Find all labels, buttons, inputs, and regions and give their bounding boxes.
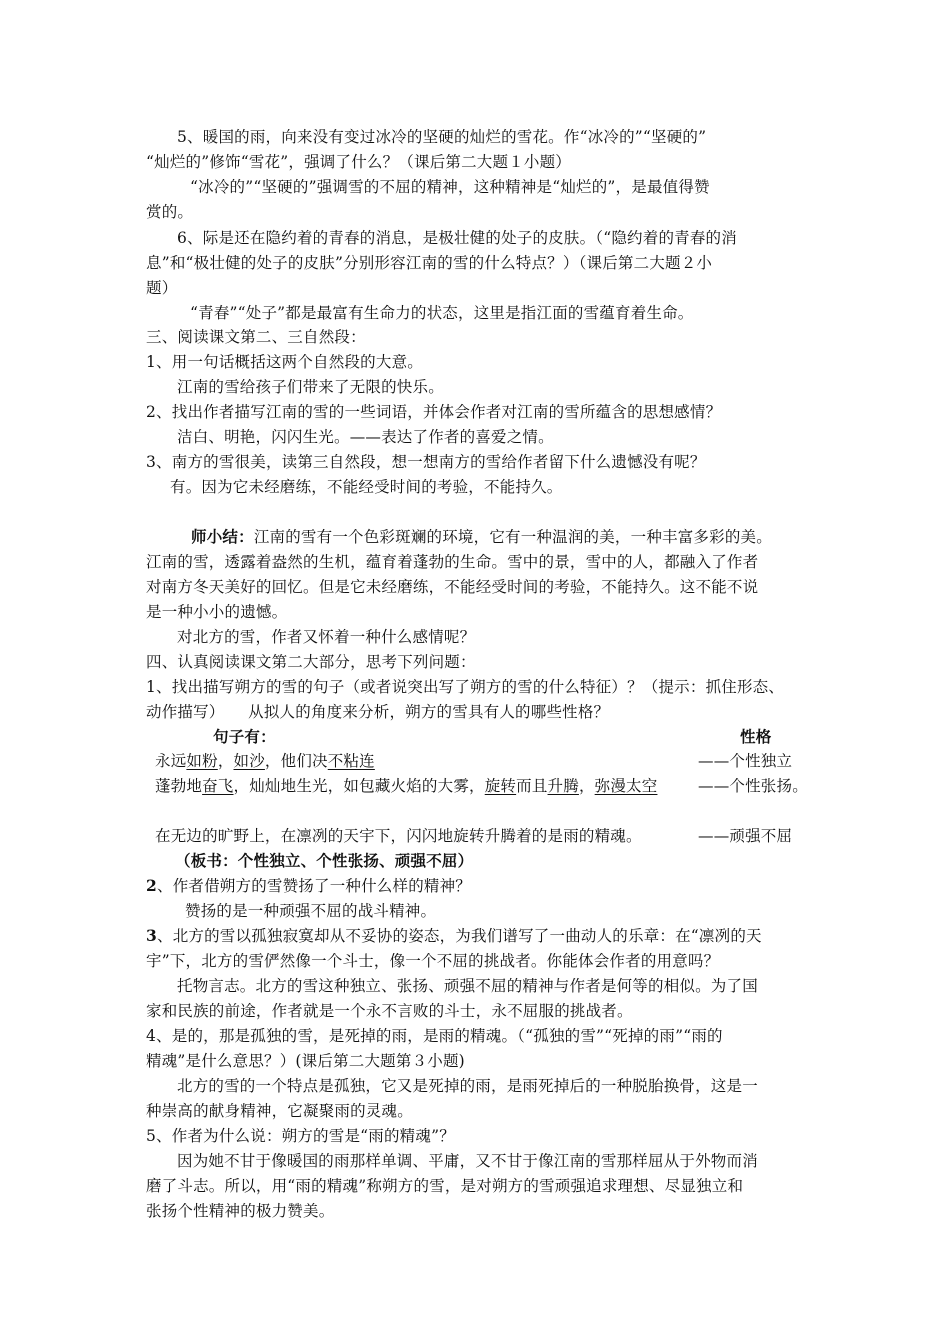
row-1-text-2: ， xyxy=(217,752,234,770)
sentence-row-2 xyxy=(155,776,657,796)
section-3-question-2: 2、找出作者描写江南的雪的一些词语，并体会作者对江南的雪所蕴含的思想感情？ xyxy=(146,403,722,421)
section-3-heading: 三、阅读课文第二、三自然段： xyxy=(146,328,366,346)
trait-row-3: ——顽强不屈 xyxy=(698,827,793,845)
board-notes: （板书：个性独立、个性张扬、顽强不屈） xyxy=(175,851,474,870)
question-6-line-1: 6、际是还在隐约着的青春的消息，是极壮健的处子的皮肤。（“隐约着的青春的消 xyxy=(177,229,737,247)
teacher-summary-line-1 xyxy=(191,527,772,547)
section-3-question-3: 3、南方的雪很美，读第三自然段，想一想南方的雪给作者留下什么遗憾没有呢？ xyxy=(146,453,706,471)
row-2-text-2: ，灿灿地生光，如包藏火焰的大雾， xyxy=(233,777,485,795)
row-2-underlined-1: 奋飞 xyxy=(202,777,234,795)
row-2-text-3: 而且 xyxy=(516,777,548,795)
section-4-question-3-line-1 xyxy=(146,926,762,946)
sentence-row-1 xyxy=(155,751,375,771)
section-4-answer-5-line-2: 磨了斗志。所以，用“雨的精魂”称朔方的雪，是对朔方的雪顽强追求理想、尽显独立和 xyxy=(146,1177,744,1195)
section-3-answer-3: 有。因为它未经磨练，不能经受时间的考验，不能持久。 xyxy=(170,478,563,496)
section-3-answer-2: 洁白、明艳，闪闪生光。——表达了作者的喜爱之情。 xyxy=(177,428,554,446)
row-2-underlined-3: 升腾 xyxy=(547,777,579,795)
question-5-line-1: 5、暖国的雨，向来没有变过冰冷的坚硬的灿烂的雪花。作“冰冷的”“坚硬的” xyxy=(177,128,707,146)
section-4-answer-4-line-1: 北方的雪的一个特点是孤独，它又是死掉的雨，是雨死掉后的一种脱胎换骨，这是一 xyxy=(177,1077,758,1095)
question-2-text: 、作者借朔方的雪赞扬了一种什么样的精神？ xyxy=(157,877,472,895)
row-2-underlined-4: 弥漫太空 xyxy=(594,777,658,795)
section-4-question-2 xyxy=(146,876,471,896)
section-4-answer-5-line-1: 因为她不甘于像暖国的雨那样单调、平庸，又不甘于像江南的雪那样屈从于外物而消 xyxy=(177,1152,758,1170)
trait-row-2: ——个性张扬。 xyxy=(698,777,808,795)
row-1-underlined-2: 如沙 xyxy=(233,752,265,770)
column-header-sentences: 句子有： xyxy=(213,727,276,746)
section-4-answer-3-line-2: 家和民族的前途，作者就是一个永不言败的斗士，永不屈服的挑战者。 xyxy=(146,1002,633,1020)
section-4-answer-5-line-3: 张扬个性精神的极力赞美。 xyxy=(146,1202,335,1220)
question-3-text: 、北方的雪以孤独寂寞却从不妥协的姿态，为我们谱写了一曲动人的乐章：在“凛冽的天 xyxy=(157,927,762,945)
teacher-summary-line-3: 对南方冬天美好的回忆。但是它未经磨练，不能经受时间的考验，不能持久。这不能不说 xyxy=(146,578,759,596)
row-2-underlined-2: 旋转 xyxy=(484,777,517,795)
question-6-line-2: 息”和“极壮健的处子的皮肤”分别形容江南的雪的什么特点？）（课后第二大题２小 xyxy=(146,254,713,272)
question-5-line-2: “灿烂的”修饰“雪花”，强调了什么？（课后第二大题１小题） xyxy=(146,153,571,171)
teacher-summary-text: 江南的雪有一个色彩斑斓的环境，它有一种温润的美，一种丰富多彩的美。 xyxy=(253,528,772,546)
section-3-answer-1: 江南的雪给孩子们带来了无限的快乐。 xyxy=(177,378,444,396)
row-2-text-1: 蓬勃地 xyxy=(155,777,203,795)
row-2-text-4: ， xyxy=(578,777,595,795)
answer-5-line-2: 赏的。 xyxy=(146,203,194,221)
trait-row-1: ——个性独立 xyxy=(698,752,793,770)
row-1-underlined-1: 如粉 xyxy=(186,752,218,770)
row-1-underlined-3: 不粘连 xyxy=(327,752,375,770)
section-4-question-5: 5、作者为什么说：朔方的雪是“雨的精魂”？ xyxy=(146,1127,455,1145)
teacher-summary-label: 师小结： xyxy=(191,527,254,546)
section-4-question-1-line-2: 动作描写） 从拟人的角度来分析，朔方的雪具有人的哪些性格？ xyxy=(146,703,610,721)
section-4-question-3-line-2: 宇”下，北方的雪俨然像一个斗士，像一个不屈的挑战者。你能体会作者的用意吗？ xyxy=(146,952,720,970)
question-2-number: 2 xyxy=(146,876,157,895)
question-6-line-3: 题） xyxy=(146,279,178,297)
section-4-answer-2: 赞扬的是一种顽强不屈的战斗精神。 xyxy=(185,902,437,920)
answer-5-line-1: “冰冷的”“坚硬的”强调雪的不屈的精神，这种精神是“灿烂的”，是最值得赞 xyxy=(190,178,710,196)
section-4-answer-3-line-1: 托物言志。北方的雪这种独立、张扬、顽强不屈的精神与作者是何等的相似。为了国 xyxy=(177,977,758,995)
sentence-row-3: 在无边的旷野上，在凛冽的天宇下，闪闪地旋转升腾着的是雨的精魂。 xyxy=(155,827,642,845)
section-4-question-4-line-1: 4、是的，那是孤独的雪，是死掉的雨，是雨的精魂。（“孤独的雪”“死掉的雨”“雨的 xyxy=(146,1027,723,1045)
question-3-number: 3 xyxy=(146,926,157,945)
section-3-question-1: 1、用一句话概括这两个自然段的大意。 xyxy=(146,353,423,371)
section-4-question-1-line-1: 1、找出描写朔方的雪的句子（或者说突出写了朔方的雪的什么特征）？（提示：抓住形态、 xyxy=(146,678,785,696)
column-header-traits: 性格 xyxy=(740,727,772,746)
row-1-text-1: 永远 xyxy=(155,752,187,770)
section-4-question-4-line-2: 精魂”是什么意思？）(课后第二大题第３小题) xyxy=(146,1052,465,1070)
answer-6: “青春”“处子”都是最富有生命力的状态，这里是指江面的雪蕴育着生命。 xyxy=(190,304,694,322)
teacher-summary-line-4: 是一种小小的遗憾。 xyxy=(146,603,288,621)
north-snow-question: 对北方的雪，作者又怀着一种什么感情呢？ xyxy=(177,628,476,646)
teacher-summary-line-2: 江南的雪，透露着盎然的生机，蕴育着蓬勃的生命。雪中的景，雪中的人，都融入了作者 xyxy=(146,553,759,571)
row-1-text-3: ，他们决 xyxy=(264,752,328,770)
section-4-answer-4-line-2: 种崇高的献身精神，它凝聚雨的灵魂。 xyxy=(146,1102,413,1120)
section-4-heading: 四、认真阅读课文第二大部分，思考下列问题： xyxy=(146,653,476,671)
